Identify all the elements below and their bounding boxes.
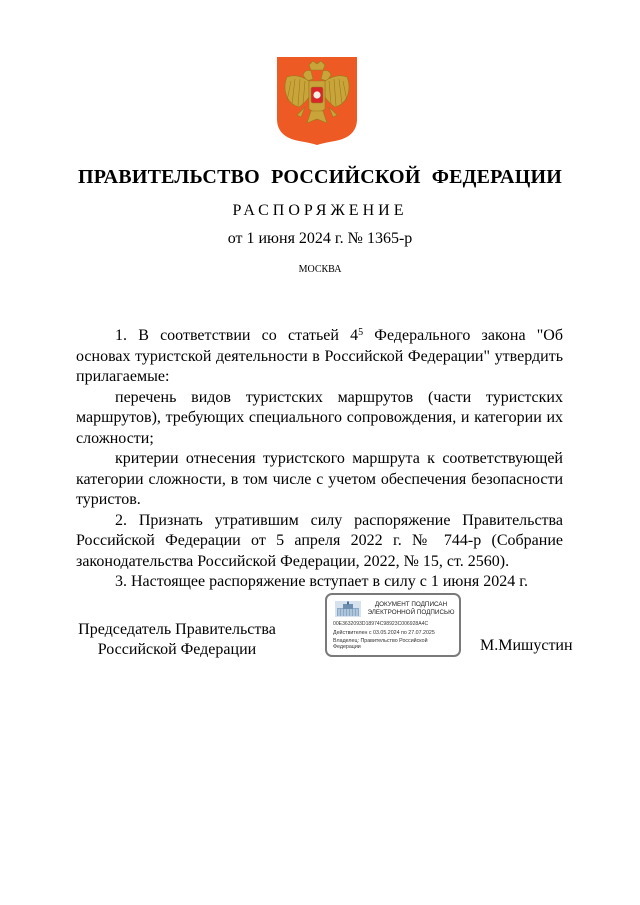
stamp-validity: Действителен с 03.05.2024 по 27.07.2025 bbox=[333, 630, 435, 636]
superscript: 5 bbox=[358, 327, 364, 338]
paragraph-3: 3. Настоящее распоряжение вступает в силу с 1 июня 2024 г. bbox=[115, 573, 529, 590]
document-type: РАСПОРЯЖЕНИЕ bbox=[232, 202, 408, 219]
paragraph-list-item-1: перечень видов туристских маршрутов (части туристских маршрутов), требующих специального сопровождения, и категории их сложности; bbox=[76, 388, 563, 447]
document-date-number: от 1 июня 2024 г. № 1365-р bbox=[227, 230, 413, 247]
signatory-name: М.Мишустин bbox=[480, 637, 573, 654]
organization-title: ПРАВИТЕЛЬСТВО РОССИЙСКОЙ ФЕДЕРАЦИИ bbox=[78, 166, 562, 188]
paragraph-2: 2. Признать утратившим силу распоряжение Правительства Российской Федерации от 5 апреля 2022 г. № 744-р (Собрание законодательства Российской Федерации, 2022, № 15, ст. 2560). bbox=[76, 511, 563, 570]
paragraph-1: 1. В соответствии со статьей $4^5$ Федерального закона "Об основах туристской деятельности в Российской Федерации" утвердить прилагаемые: bbox=[76, 327, 564, 385]
electronic-signature-stamp bbox=[325, 593, 461, 657]
document-city: МОСКВА bbox=[298, 264, 342, 275]
coat-of-arms-emblem bbox=[275, 57, 359, 145]
stamp-owner: Владелец: Правительство Российской Федерации bbox=[333, 638, 428, 651]
signatory-position: Председатель Правительства Российской Федерации bbox=[78, 621, 276, 658]
government-building-icon bbox=[334, 600, 362, 618]
stamp-serial: 00E3632093D18974C98923C006928A4C bbox=[333, 621, 429, 627]
paragraph-list-item-2: критерии отнесения туристского маршрута к соответствующей категории сложности, в том числе с учетом обеспечения безопасности туристов. bbox=[76, 450, 563, 508]
st-george-rider-icon bbox=[313, 91, 320, 98]
stamp-title: ДОКУМЕНТ ПОДПИСАН ЭЛЕКТРОННОЙ ПОДПИСЬЮ bbox=[367, 601, 455, 616]
document-body bbox=[76, 326, 563, 593]
